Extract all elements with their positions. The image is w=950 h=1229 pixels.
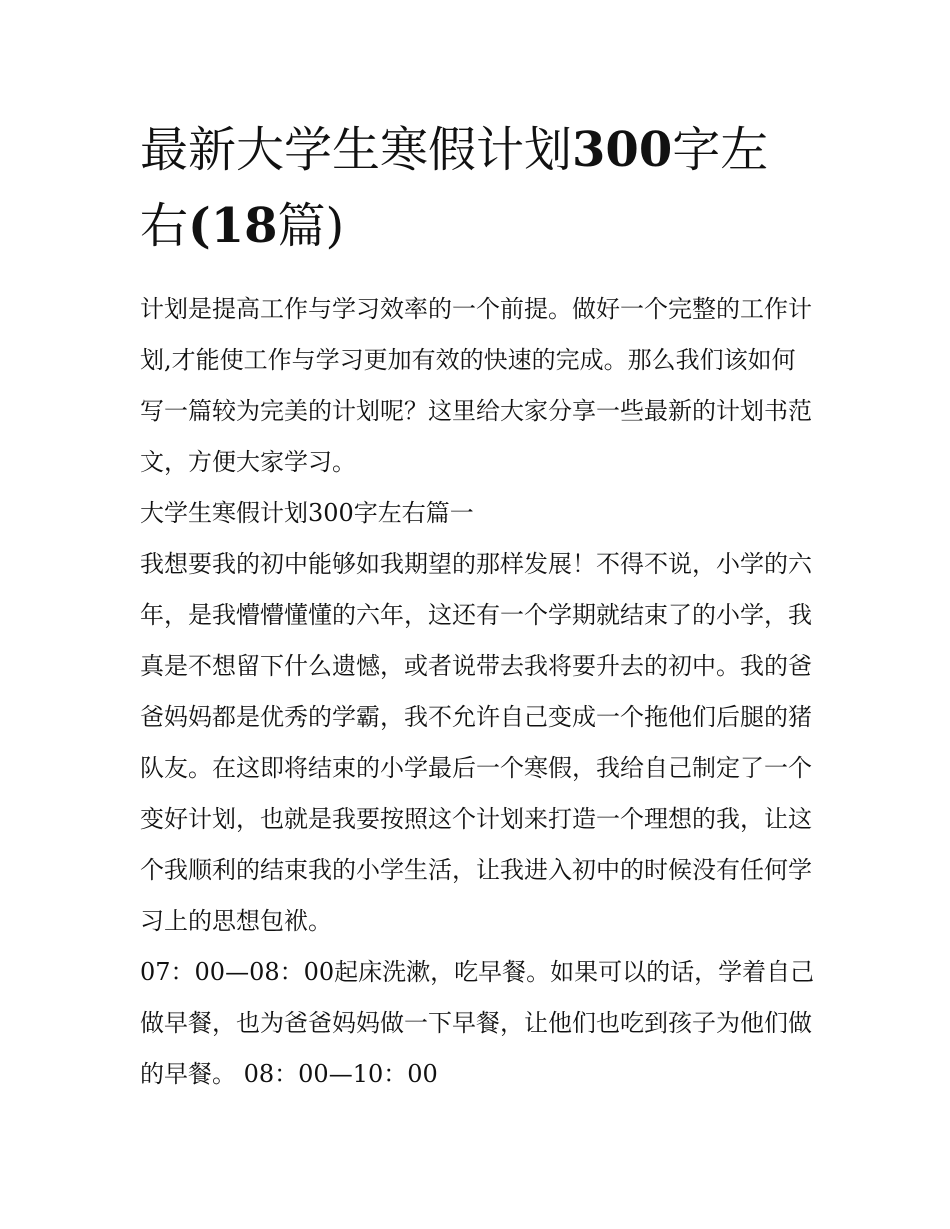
- schedule-paragraph: 07：00—08：00起床洗漱，吃早餐。如果可以的话，学着自己做早餐，也为爸爸妈妈做一下早餐，让他们也吃到孩子为他们做的早餐。 08：00—10：00: [140, 958, 815, 1088]
- body-paragraph: 我想要我的初中能够如我期望的那样发展！不得不说，小学的六年，是我懵懵懂懂的六年，这还有一个学期就结束了的小学，我真是不想留下什么遗憾，或者说带去我将要升去的初中。我的爸爸妈妈都是优秀的学霸，我不允许自己变成一个拖他们后腿的猪队友。在这即将结束的小学最后一个寒假，我给自己制定了一个变好计划，也就是我要按照这个计划来打造一个理想的我，让这个我顺利的结束我的小学生活，让我进入初中的时候没有任何学习上的思想包袱。: [140, 550, 812, 935]
- title-number-2: (18: [188, 198, 278, 254]
- document-title: [140, 112, 815, 264]
- document-body: [140, 112, 815, 1100]
- title-text-3: 篇): [277, 198, 345, 254]
- title-text-2: 字左右: [140, 122, 769, 254]
- title-text-1: 最新大学生寒假计划: [140, 122, 573, 178]
- intro-paragraph: 计划是提高工作与学习效率的一个前提。做好一个完整的工作计划,才能使工作与学习更加有效的快速的完成。那么我们该如何写一篇较为完美的计划呢？这里给大家分享一些最新的计划书范文，方便大家学习。: [140, 295, 812, 476]
- section-heading: 大学生寒假计划300字左右篇一: [140, 499, 474, 527]
- title-number-1: 300: [572, 122, 673, 178]
